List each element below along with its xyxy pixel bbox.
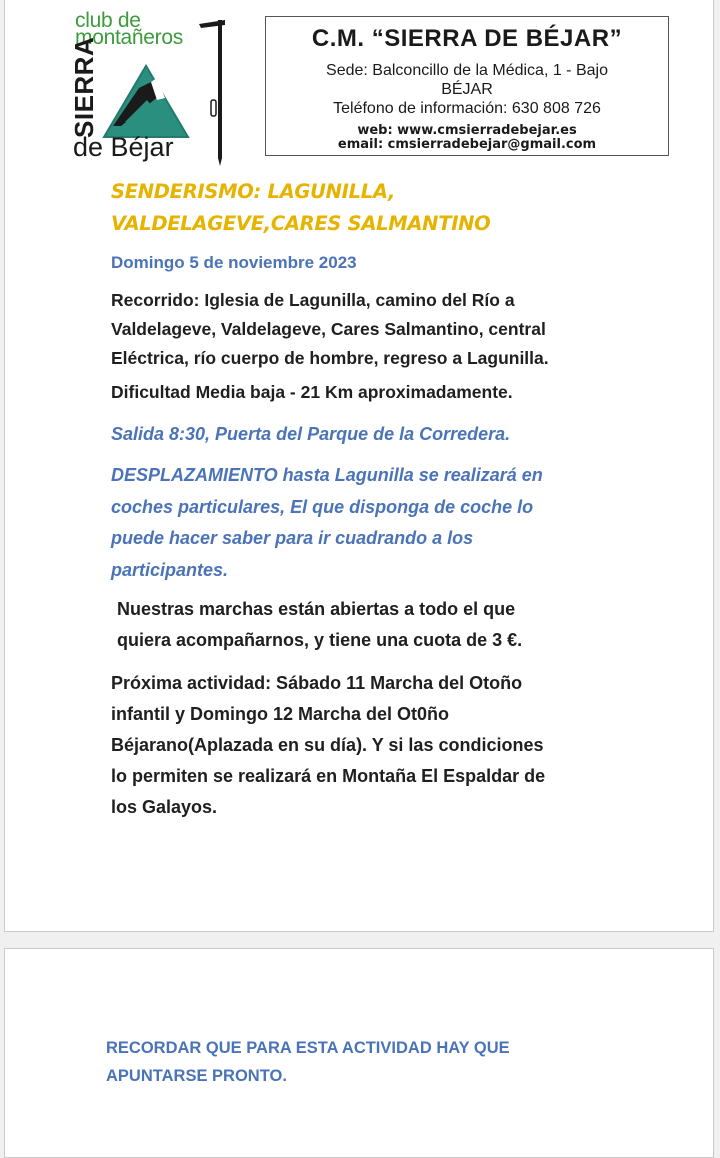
- mountain-icon: [101, 62, 191, 140]
- title-line2: VALDELAGEVE,CARES SALMANTINO: [111, 212, 491, 235]
- route-line: Valdelageve, Valdelageve, Cares Salmantino, central: [111, 319, 546, 339]
- logo-club-line1: club de: [75, 9, 141, 32]
- route-line: Recorrido: Iglesia de Lagunilla, camino del Río a: [111, 290, 515, 310]
- transport-line: DESPLAZAMIENTO hasta Lagunilla se realizará en: [111, 465, 543, 485]
- signup-reminder: [106, 1034, 666, 1090]
- logo-bejar-text: de Béjar: [73, 132, 174, 162]
- next-activity-line: Béjarano(Aplazada en su día). Y si las condiciones: [111, 735, 544, 755]
- email-link[interactable]: email: cmsierradebejar@gmail.com: [337, 137, 597, 152]
- sede-line2: BÉJAR: [441, 81, 493, 98]
- next-activity-line: lo permiten se realizará en Montaña El Espaldar de: [111, 766, 546, 786]
- next-activity-line: Próxima actividad: Sábado 11 Marcha del Otoño: [111, 673, 523, 693]
- activity-title: [111, 176, 671, 240]
- activity-date: Domingo 5 de noviembre 2023: [111, 253, 357, 272]
- document-page: [4, 0, 714, 932]
- club-header-box: [265, 16, 669, 156]
- club-logo: [67, 10, 257, 165]
- next-activity-line: infantil y Domingo 12 Marcha del Ot0ño: [111, 704, 450, 724]
- telefono: Teléfono de información: 630 808 726: [333, 100, 601, 117]
- transport-line: participantes.: [111, 559, 229, 580]
- logo-club-line2: montañeros: [75, 26, 183, 49]
- sede-line1: Sede: Balconcillo de la Médica, 1 - Bajo: [326, 62, 608, 79]
- reminder-line: RECORDAR QUE PARA ESTA ACTIVIDAD HAY QUE: [106, 1039, 510, 1057]
- next-activity-line: los Galayos.: [111, 797, 218, 817]
- transport-line: puede hacer saber para ir cuadrando a los: [111, 528, 474, 548]
- ice-axe-icon: [197, 16, 227, 166]
- logo-sierra-text: SIERRA: [69, 36, 99, 138]
- next-activity: [111, 668, 671, 823]
- departure-info: Salida 8:30, Puerta del Parque de la Corredera.: [111, 424, 511, 444]
- web-link[interactable]: web: www.cmsierradebejar.es: [357, 123, 577, 138]
- fee-line: quiera acompañarnos, y tiene una cuota de 3 €.: [117, 630, 523, 650]
- club-title: C.M. “SIERRA DE BÉJAR”: [311, 25, 623, 52]
- reminder-line: APUNTARSE PRONTO.: [106, 1067, 287, 1085]
- fee-info: [117, 594, 677, 656]
- difficulty: Dificultad Media baja - 21 Km aproximadamente.: [111, 382, 513, 402]
- title-line1: SENDERISMO: LAGUNILLA,: [111, 180, 396, 203]
- route-line: Eléctrica, río cuerpo de hombre, regreso a Lagunilla.: [111, 348, 549, 368]
- route-description: [111, 286, 671, 373]
- transport-info: [111, 460, 671, 586]
- fee-line: Nuestras marchas están abiertas a todo el que: [117, 599, 516, 619]
- transport-line: coches particulares, El que disponga de coche lo: [111, 496, 534, 517]
